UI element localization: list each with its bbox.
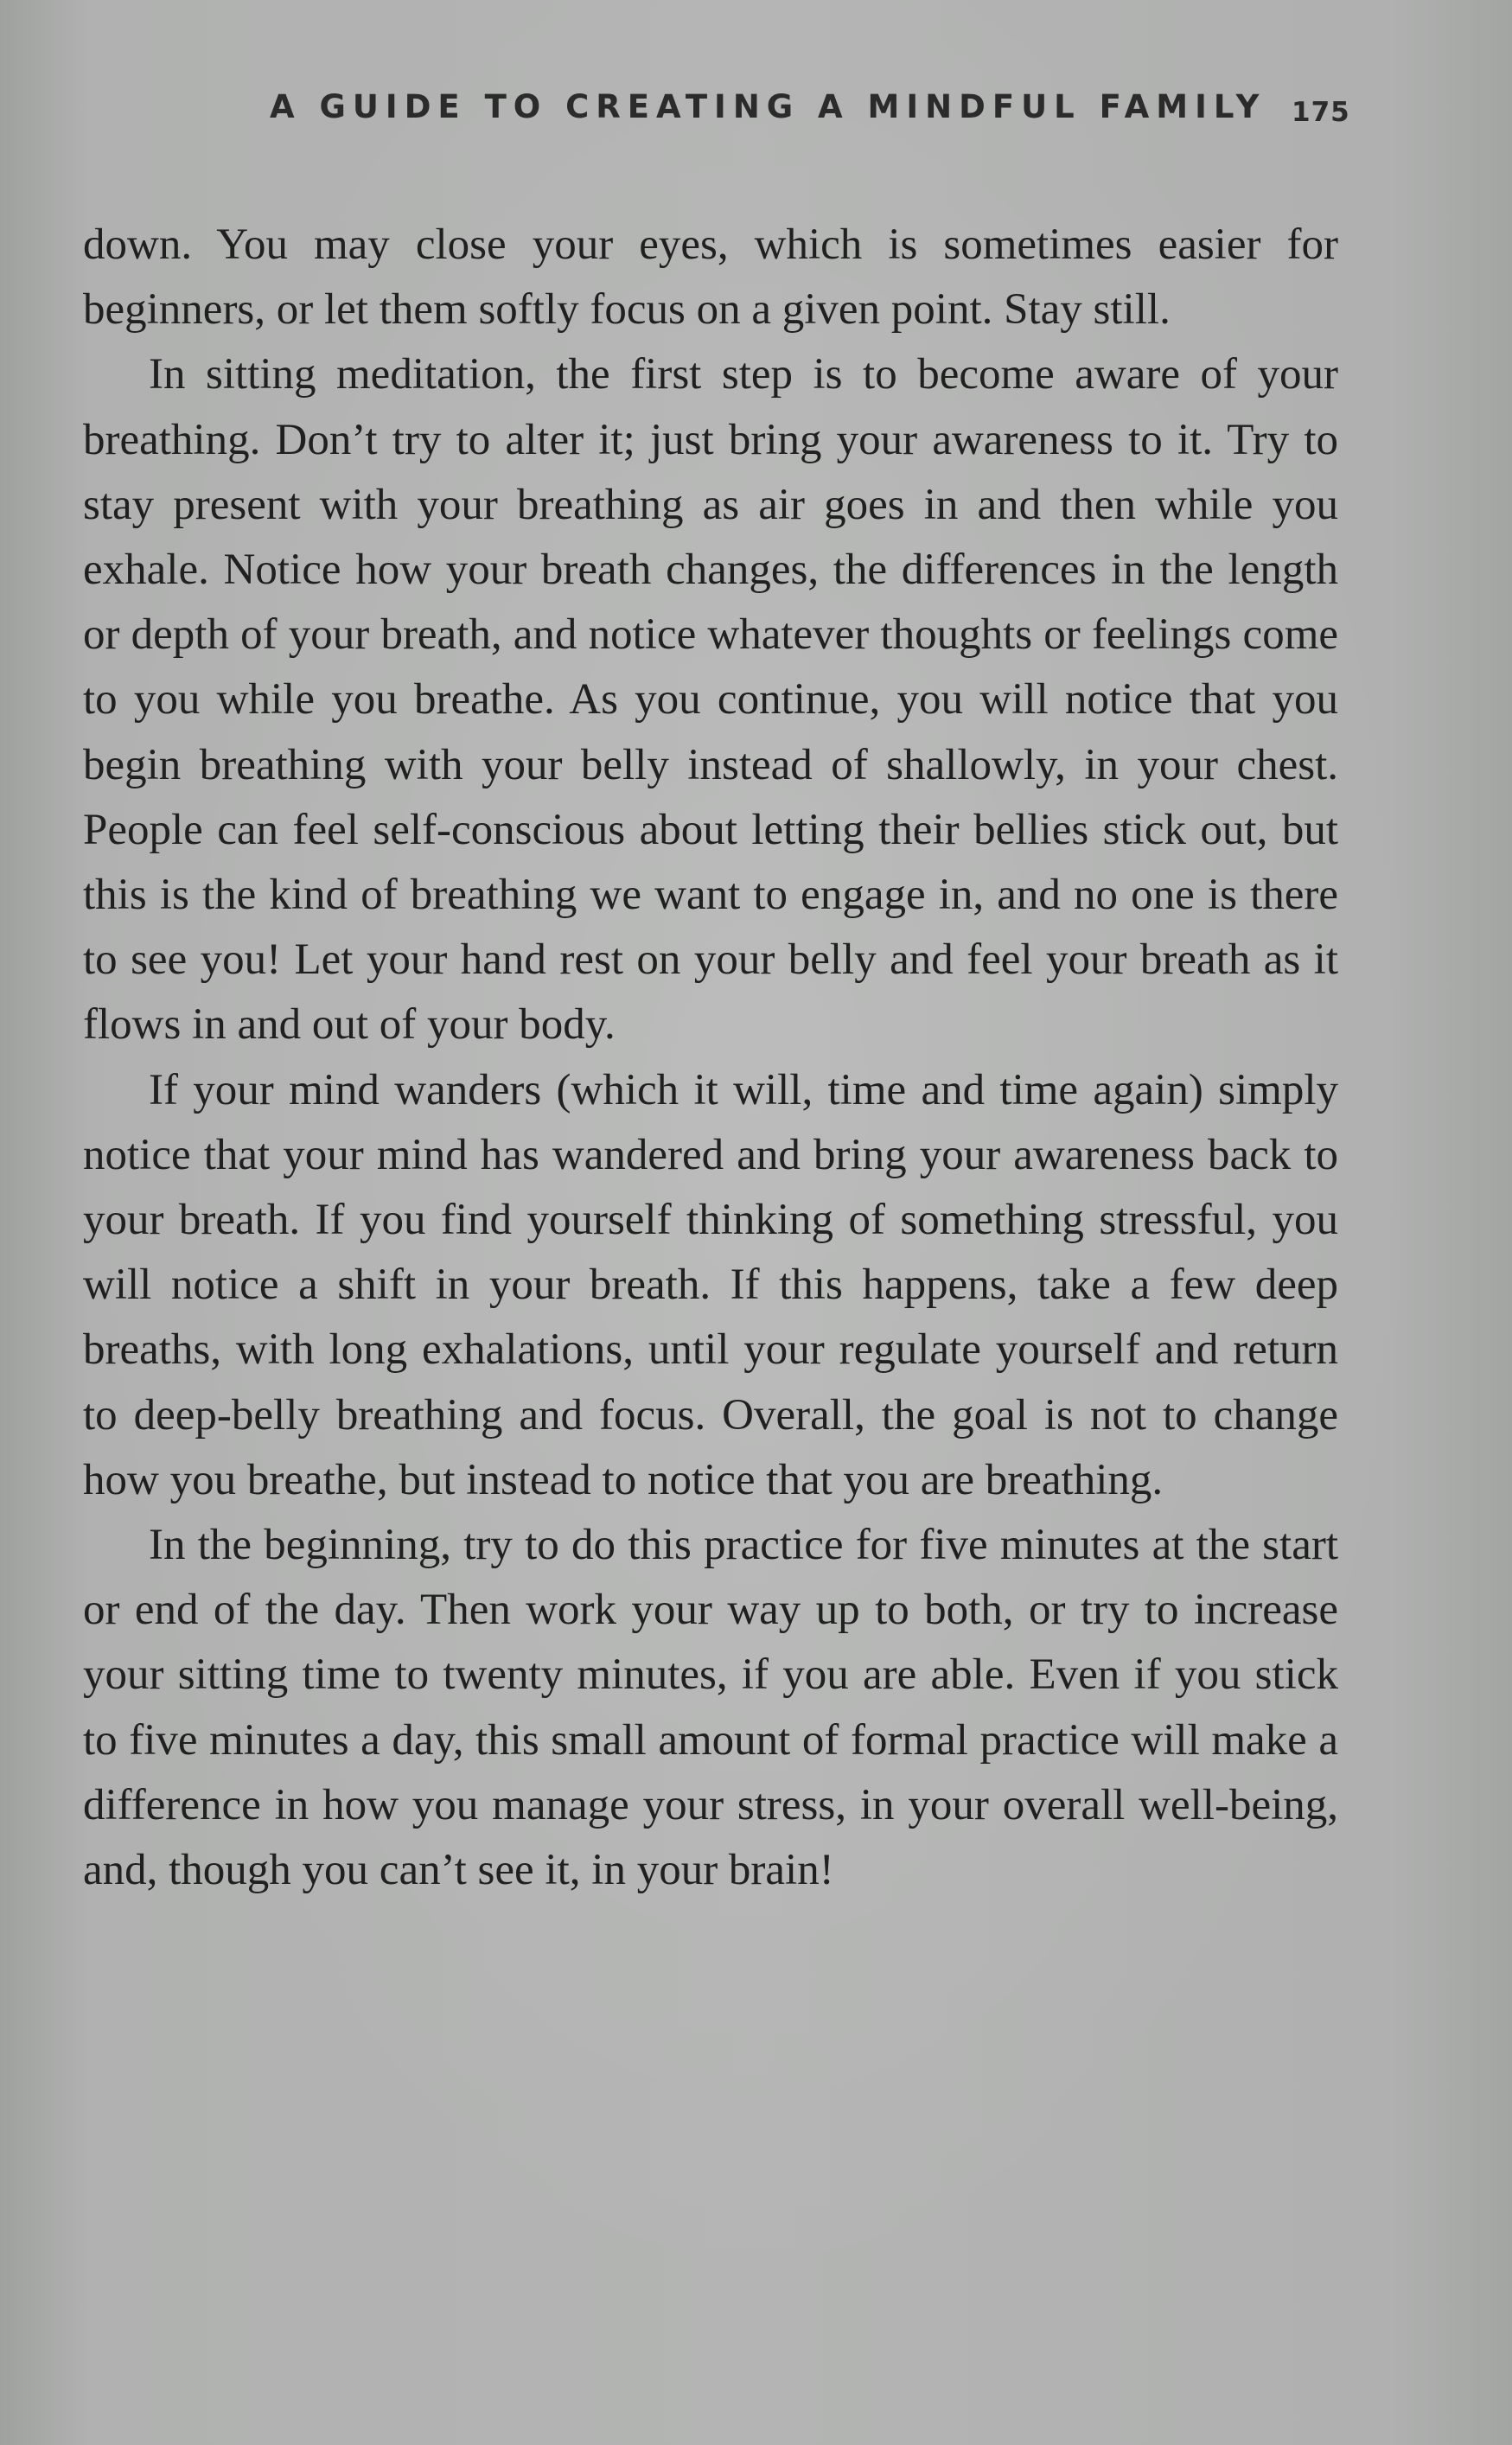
paragraph-beginning-practice: In the beginning, try to do this practice for five minutes at the start or end of the day. Then work your way up to both, or try to increase your sitting time to twenty minutes, if you are able. Even if you stick to five minutes a day, this small amount of formal practice will make a difference in how you manage your stress, in your overall well-being, and, though you can’t see it, in your brain! [83,1521,1338,1895]
running-head: A GUIDE TO CREATING A MINDFUL FAMILY [270,88,1266,125]
page-number: 175 [1292,97,1350,128]
body-text [83,213,1338,1903]
paragraph-continued: down. You may close your eyes, which is sometimes easier for beginners, or let them softly focus on a given point. Stay still. [83,220,1338,335]
paragraph-sitting-meditation: In sitting meditation, the first step is to become aware of your breathing. Don’t try to alter it; just bring your awareness to it. Try to stay present with your breathing as air goes in and then while you exhale. Notice how your breath changes, the differences in the length or depth of your breath, and notice whatever thoughts or feelings come to you while you breathe. As you continue, you will notice that you begin breathing with your belly instead of shallowly, in your chest. People can feel self-conscious about letting their bellies stick out, but this is the kind of breathing we want to engage in, and no one is there to see you! Let your hand rest on your belly and feel your breath as it flows in and out of your body. [83,350,1338,1050]
paragraph-mind-wanders: If your mind wanders (which it will, time and time again) simply notice that your mind has wandered and bring your awareness back to your breath. If you find yourself thinking of something stressful, you will notice a shift in your breath. If this happens, take a few deep breaths, with long exhalations, until your regulate yourself and return to deep-belly breathing and focus. Overall, the goal is not to change how you breathe, but instead to notice that you are breathing. [83,1065,1338,1504]
